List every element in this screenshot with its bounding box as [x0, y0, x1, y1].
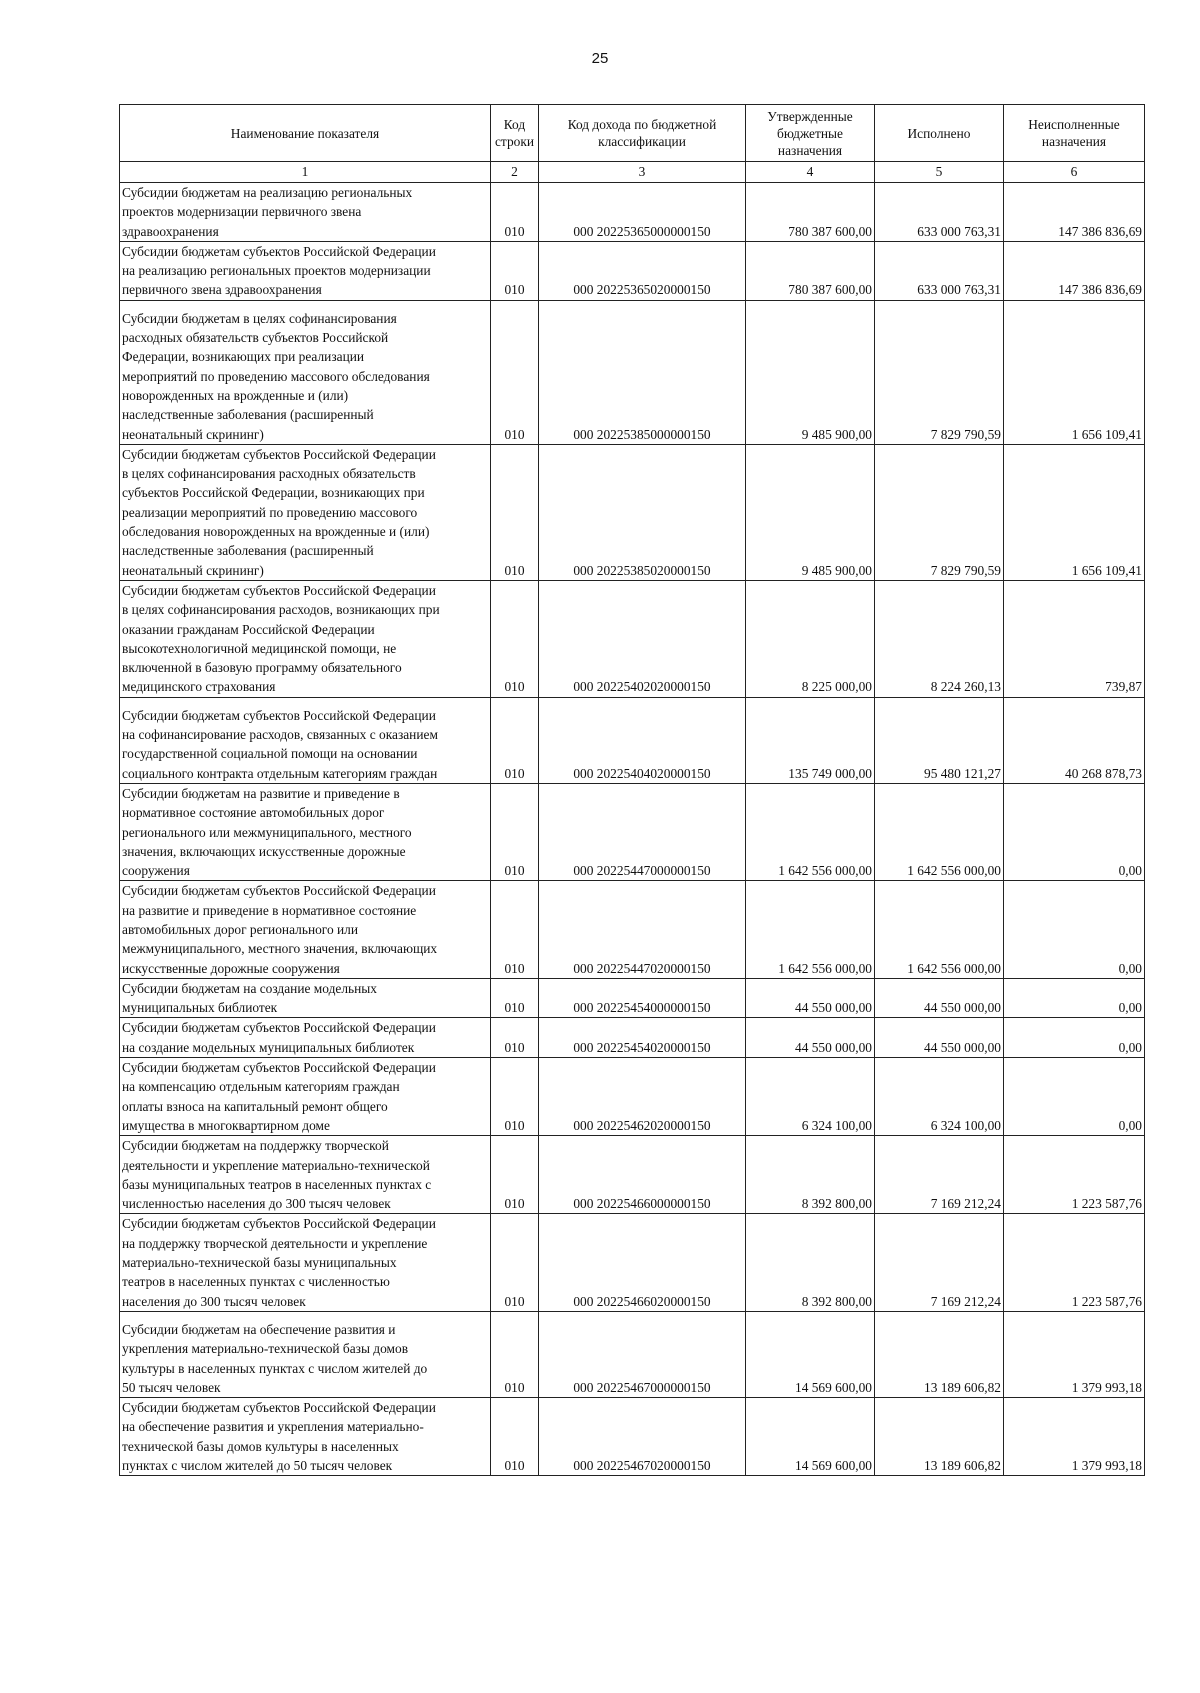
- budget-report-table: [119, 104, 1145, 1476]
- income-code: 000 20225365000000150: [539, 183, 746, 242]
- unexecuted-amount: 0,00: [1004, 1018, 1145, 1058]
- executed-amount: 7 829 790,59: [875, 444, 1004, 580]
- row-code: 010: [491, 978, 539, 1018]
- executed-amount: 7 169 212,24: [875, 1214, 1004, 1311]
- table-row: [120, 183, 1145, 242]
- header-kbk-text: Код дохода по бюджетной классификации: [567, 117, 717, 149]
- approved-amount: 8 225 000,00: [746, 580, 875, 697]
- header-code-text: Код строки: [494, 117, 535, 149]
- header-unexecuted-text: Неисполненные назначения: [1028, 117, 1120, 149]
- row-code: 010: [491, 1311, 539, 1397]
- table-row: [120, 978, 1145, 1018]
- executed-amount: 6 324 100,00: [875, 1058, 1004, 1136]
- executed-amount: 633 000 763,31: [875, 183, 1004, 242]
- column-number: 6: [1004, 162, 1145, 183]
- table-row: [120, 697, 1145, 783]
- income-code: 000 20225467000000150: [539, 1311, 746, 1397]
- income-code: 000 20225454020000150: [539, 1018, 746, 1058]
- header-code: [491, 105, 539, 162]
- unexecuted-amount: 0,00: [1004, 1058, 1145, 1136]
- indicator-name: Субсидии бюджетам субъектов Российской Федерации на развитие и приведение в нормативное состояние автомобильных дорог регионального или межмуниципального, местного значения, включающих искусственные дорожные сооружения: [120, 881, 491, 978]
- indicator-name: Субсидии бюджетам субъектов Российской Федерации в целях софинансирования расходных обязательств субъектов Российской Федерации, возникающих при реализации мероприятий по проведению массового обследования новорожденных на врожденные и (или) наследственные заболевания (расширенный неонатальный скрининг): [120, 444, 491, 580]
- income-code: 000 20225385020000150: [539, 444, 746, 580]
- indicator-name: Субсидии бюджетам в целях софинансирования расходных обязательств субъектов Российской Федерации, возникающих при реализации мероприятий по проведению массового обследования новорожденных на врожденные и (или) наследственные заболевания (расширенный неонатальный скрининг): [120, 300, 491, 444]
- header-name: [120, 105, 491, 162]
- table-row: [120, 1311, 1145, 1397]
- row-code: 010: [491, 1398, 539, 1476]
- approved-amount: 44 550 000,00: [746, 1018, 875, 1058]
- row-code: 010: [491, 444, 539, 580]
- row-code: 010: [491, 1136, 539, 1214]
- row-code: 010: [491, 697, 539, 783]
- header-row: [120, 105, 1145, 162]
- header-unexecuted: [1004, 105, 1145, 162]
- executed-amount: 95 480 121,27: [875, 697, 1004, 783]
- approved-amount: 8 392 800,00: [746, 1136, 875, 1214]
- table-row: [120, 1214, 1145, 1311]
- indicator-name: Субсидии бюджетам на поддержку творческой деятельности и укрепление материально-технической базы муниципальных театров в населенных пунктах с численностью населения до 300 тысяч человек: [120, 1136, 491, 1214]
- executed-amount: 44 550 000,00: [875, 978, 1004, 1018]
- column-number-row: [120, 162, 1145, 183]
- column-number: 1: [120, 162, 491, 183]
- table-row: [120, 783, 1145, 880]
- executed-amount: 633 000 763,31: [875, 241, 1004, 300]
- row-code: 010: [491, 580, 539, 697]
- executed-amount: 44 550 000,00: [875, 1018, 1004, 1058]
- unexecuted-amount: 0,00: [1004, 783, 1145, 880]
- indicator-name: Субсидии бюджетам на обеспечение развития и укрепления материально-технической базы домов культуры в населенных пунктах с числом жителей до 50 тысяч человек: [120, 1311, 491, 1397]
- income-code: 000 20225466000000150: [539, 1136, 746, 1214]
- executed-amount: 7 829 790,59: [875, 300, 1004, 444]
- executed-amount: 1 642 556 000,00: [875, 783, 1004, 880]
- table-row: [120, 580, 1145, 697]
- table-row: [120, 1136, 1145, 1214]
- row-code: 010: [491, 1058, 539, 1136]
- unexecuted-amount: 739,87: [1004, 580, 1145, 697]
- approved-amount: 1 642 556 000,00: [746, 783, 875, 880]
- header-name-text: Наименование показателя: [230, 125, 380, 141]
- approved-amount: 780 387 600,00: [746, 241, 875, 300]
- approved-amount: 44 550 000,00: [746, 978, 875, 1018]
- unexecuted-amount: 1 223 587,76: [1004, 1136, 1145, 1214]
- row-code: 010: [491, 1018, 539, 1058]
- unexecuted-amount: 1 223 587,76: [1004, 1214, 1145, 1311]
- table-row: [120, 444, 1145, 580]
- indicator-name: Субсидии бюджетам субъектов Российской Федерации на обеспечение развития и укрепления материально- технической базы домов культуры в населенных пунктах с числом жителей до 50 тысяч человек: [120, 1398, 491, 1476]
- unexecuted-amount: 1 379 993,18: [1004, 1311, 1145, 1397]
- income-code: 000 20225447000000150: [539, 783, 746, 880]
- approved-amount: 135 749 000,00: [746, 697, 875, 783]
- header-executed: [875, 105, 1004, 162]
- header-approved-text: Утвержденные бюджетные назначения: [767, 108, 853, 158]
- unexecuted-amount: 1 656 109,41: [1004, 444, 1145, 580]
- executed-amount: 8 224 260,13: [875, 580, 1004, 697]
- income-code: 000 20225466020000150: [539, 1214, 746, 1311]
- row-code: 010: [491, 881, 539, 978]
- table-row: [120, 881, 1145, 978]
- indicator-name: Субсидии бюджетам на развитие и приведение в нормативное состояние автомобильных дорог регионального или межмуниципального, местного значения, включающих искусственные дорожные сооружения: [120, 783, 491, 880]
- approved-amount: 9 485 900,00: [746, 300, 875, 444]
- table-row: [120, 1058, 1145, 1136]
- executed-amount: 13 189 606,82: [875, 1311, 1004, 1397]
- column-number: 3: [539, 162, 746, 183]
- approved-amount: 14 569 600,00: [746, 1311, 875, 1397]
- table-row: [120, 1018, 1145, 1058]
- income-code: 000 20225385000000150: [539, 300, 746, 444]
- indicator-name: Субсидии бюджетам субъектов Российской Федерации на софинансирование расходов, связанных с оказанием государственной социальной помощи на основании социального контракта отдельным категориям граждан: [120, 697, 491, 783]
- page-number: 25: [591, 50, 609, 67]
- column-number: 2: [491, 162, 539, 183]
- indicator-name: Субсидии бюджетам на создание модельных муниципальных библиотек: [120, 978, 491, 1018]
- approved-amount: 780 387 600,00: [746, 183, 875, 242]
- table-row: [120, 241, 1145, 300]
- row-code: 010: [491, 300, 539, 444]
- unexecuted-amount: 0,00: [1004, 881, 1145, 978]
- header-kbk: [539, 105, 746, 162]
- unexecuted-amount: 147 386 836,69: [1004, 241, 1145, 300]
- indicator-name: Субсидии бюджетам субъектов Российской Федерации на создание модельных муниципальных библиотек: [120, 1018, 491, 1058]
- income-code: 000 20225365020000150: [539, 241, 746, 300]
- table-body: [120, 183, 1145, 1476]
- income-code: 000 20225404020000150: [539, 697, 746, 783]
- indicator-name: Субсидии бюджетам на реализацию региональных проектов модернизации первичного звена здравоохранения: [120, 183, 491, 242]
- approved-amount: 8 392 800,00: [746, 1214, 875, 1311]
- table-row: [120, 300, 1145, 444]
- unexecuted-amount: 0,00: [1004, 978, 1145, 1018]
- approved-amount: 6 324 100,00: [746, 1058, 875, 1136]
- row-code: 010: [491, 783, 539, 880]
- indicator-name: Субсидии бюджетам субъектов Российской Федерации на компенсацию отдельным категориям граждан оплаты взноса на капитальный ремонт общего имущества в многоквартирном доме: [120, 1058, 491, 1136]
- indicator-name: Субсидии бюджетам субъектов Российской Федерации на реализацию региональных проектов модернизации первичного звена здравоохранения: [120, 241, 491, 300]
- approved-amount: 14 569 600,00: [746, 1398, 875, 1476]
- approved-amount: 1 642 556 000,00: [746, 881, 875, 978]
- header-executed-text: Исполнено: [907, 125, 971, 141]
- unexecuted-amount: 1 379 993,18: [1004, 1398, 1145, 1476]
- approved-amount: 9 485 900,00: [746, 444, 875, 580]
- executed-amount: 1 642 556 000,00: [875, 881, 1004, 978]
- income-code: 000 20225467020000150: [539, 1398, 746, 1476]
- column-number: 4: [746, 162, 875, 183]
- row-code: 010: [491, 183, 539, 242]
- unexecuted-amount: 1 656 109,41: [1004, 300, 1145, 444]
- income-code: 000 20225454000000150: [539, 978, 746, 1018]
- income-code: 000 20225447020000150: [539, 881, 746, 978]
- income-code: 000 20225462020000150: [539, 1058, 746, 1136]
- indicator-name: Субсидии бюджетам субъектов Российской Федерации в целях софинансирования расходов, возникающих при оказании гражданам Российской Федерации высокотехнологичной медицинской помощи, не включенной в базовую программу обязательного медицинского страхования: [120, 580, 491, 697]
- income-code: 000 20225402020000150: [539, 580, 746, 697]
- indicator-name: Субсидии бюджетам субъектов Российской Федерации на поддержку творческой деятельности и укрепление материально-технической базы муниципальных театров в населенных пунктах с численностью населения до 300 тысяч человек: [120, 1214, 491, 1311]
- header-approved: [746, 105, 875, 162]
- executed-amount: 7 169 212,24: [875, 1136, 1004, 1214]
- unexecuted-amount: 147 386 836,69: [1004, 183, 1145, 242]
- row-code: 010: [491, 1214, 539, 1311]
- unexecuted-amount: 40 268 878,73: [1004, 697, 1145, 783]
- column-number: 5: [875, 162, 1004, 183]
- executed-amount: 13 189 606,82: [875, 1398, 1004, 1476]
- row-code: 010: [491, 241, 539, 300]
- table-row: [120, 1398, 1145, 1476]
